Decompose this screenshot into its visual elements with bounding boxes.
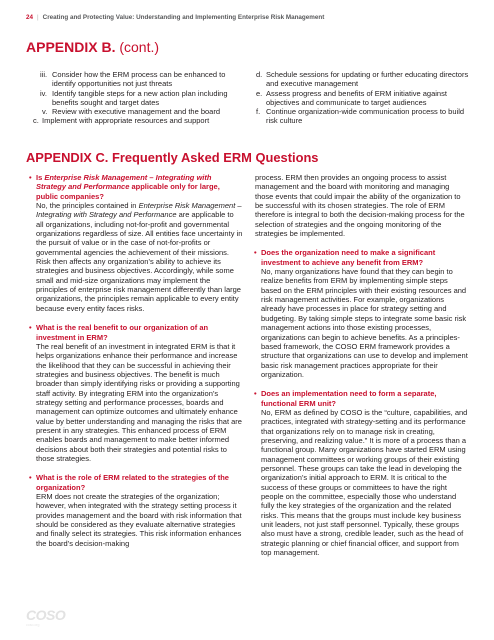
question-emphasis: Enterprise Risk Management – Integrating with Strategy and Performance bbox=[36, 173, 212, 192]
answer-text: No, the principles contained in bbox=[36, 201, 139, 211]
faq-question-5 bbox=[255, 389, 468, 408]
question-text: applicable only for large, public companies? bbox=[36, 182, 220, 201]
faq-question-3 bbox=[30, 473, 243, 492]
faq-left-column bbox=[30, 173, 243, 548]
appendix-b-left-list bbox=[33, 70, 248, 126]
faq-answer-3-part-2: process. ERM then provides an ongoing process to assist management and the board with monitoring and managing those events that could impair the ability of the organization to be successful with its chosen strategies. The role of ERM therefore is integral to both the decision-making process for the selection of strategies and the ongoing monitoring of the strategies be implemented. bbox=[255, 173, 465, 239]
list-item-text: Schedule sessions for updating or further educating directors and executive management bbox=[266, 70, 469, 89]
header-separator: | bbox=[37, 14, 39, 21]
faq-question-2 bbox=[30, 323, 243, 342]
faq-answer-5: No, ERM as defined by COSO is the “culture, capabilities, and practices, integrated with strategy-setting and its performance that organizations rely on to manage risk in creating, preserving, and realizing value.” It is more of a process than a functional group. Many organizations have started ERM using management committees or working groups of their existing personnel. These groups can take the lead in developing the organization’s initial approach to ERM. It is critical to the success of these groups or committees to have the right people on the committee, especially those who understand fully the key strategies of the organization and the related risks. This means that the groups must include key business unit leaders, not just staff personnel. Typically, these groups also must have a strong, credible leader, such as the head of strategic planning or chief financial officer, and support from top management. bbox=[261, 407, 468, 558]
list-item-text: Identify tangible steps for a new action plan including benefits sought and target dates bbox=[52, 88, 228, 107]
logo-wordmark: COSO bbox=[26, 607, 66, 623]
faq-answer-4: No, many organizations have found that they can begin to realize benefits from ERM by implementing simple steps based on the ERM principles with their existing resources and risk management activities. For example, organizations already have processes in place for strategy setting and budgeting. By taking simple steps to integrate some basic risk management actions into those existing processes, organizations can begin to achieve benefits. As a principles-based framework, the COSO ERM framework provides a structure that organizations can use to develop and implement basic risk management practices appropriate for their organization. bbox=[261, 267, 468, 379]
faq-question-4 bbox=[255, 248, 468, 267]
faq-question-1 bbox=[30, 173, 243, 201]
list-item-text: Implement with appropriate resources and support bbox=[42, 116, 210, 126]
list-marker: iv. bbox=[40, 88, 47, 98]
document-title: Creating and Protecting Value: Understanding and Implementing Enterprise Risk Management bbox=[42, 14, 325, 21]
appendix-b-right-list bbox=[256, 70, 470, 126]
appendix-c-heading: APPENDIX C. Frequently Asked ERM Questions bbox=[26, 150, 319, 165]
question-text: Does an implementation need to form a separate, functional ERM unit? bbox=[261, 389, 437, 408]
list-item-text: Continue organization-wide communication process to build risk culture bbox=[266, 107, 465, 126]
faq-right-column bbox=[255, 173, 468, 557]
question-text: Does the organization need to make a significant investment to achieve any benefit from ERM? bbox=[261, 248, 436, 267]
faq-answer-1 bbox=[36, 201, 243, 313]
list-marker: v. bbox=[42, 107, 48, 117]
bullet: • bbox=[29, 173, 32, 182]
answer-text: are applicable to all organizations, including not-for-profit and governmental organizations regardless of size. All entities face uncertainty in the pursuit of value or in the case of not-for-profits or governmental agencies the achievement of their missions. Risk then affects any organization’s ability to achieve its strategies and business objectives. Accordingly, while some small and mid-size organizations may implement the principles of enterprise risk management differently than large organizations, the principles remain applicable to every entity because every entity faces risks. bbox=[36, 210, 243, 313]
page-number: 24 bbox=[26, 14, 34, 21]
list-marker: f. bbox=[256, 107, 261, 117]
list-marker: d. bbox=[256, 70, 263, 79]
appendix-b-cont: (cont.) bbox=[119, 39, 160, 55]
list-item bbox=[33, 107, 248, 116]
appendix-b-heading bbox=[26, 39, 159, 55]
question-text: Is bbox=[36, 173, 45, 182]
list-item-text: Review with executive management and the board bbox=[52, 107, 221, 117]
list-item bbox=[256, 89, 470, 108]
list-marker: c. bbox=[33, 116, 39, 126]
bullet: • bbox=[254, 389, 257, 399]
faq-answer-2: The real benefit of an investment in integrated ERM is that it helps organizations enhance their performance and increase the likelihood that they can be successful in achieving their strategies and business objectives. The benefit is much broader than simply identifying risks or providing a supporting staff activity. By integrating ERM into the organization’s strategy setting and performance processes, boards and management can optimize outcomes and ultimately enhance value by better understanding and managing the risks that are present in any strategies. This enhanced process of ERM enables boards and management to make better informed decisions about both their strategies and potential risks to those strategies. bbox=[36, 341, 242, 463]
list-item-text: Assess progress and benefits of ERM initiative against objectives and communicate to target audiences bbox=[266, 88, 447, 107]
list-item bbox=[256, 107, 470, 126]
bullet: • bbox=[29, 473, 32, 483]
list-item bbox=[256, 70, 470, 89]
list-item bbox=[33, 116, 248, 125]
coso-logo bbox=[26, 607, 65, 625]
logo-subtitle: coso.org bbox=[26, 623, 40, 627]
list-marker: iii. bbox=[40, 70, 48, 79]
answer-emphasis: Enterprise Risk Management – Integrating with Strategy and Performance bbox=[36, 201, 242, 220]
list-item bbox=[33, 89, 248, 108]
list-item bbox=[33, 70, 248, 89]
list-item-text: Consider how the ERM process can be enhanced to identify opportunities not just threats bbox=[52, 70, 226, 89]
list-marker: e. bbox=[256, 88, 263, 98]
appendix-b-title: APPENDIX B. bbox=[26, 39, 116, 55]
faq-answer-3-part-1: ERM does not create the strategies of the organization; however, when integrated with the strategy setting process it provides management and the board with risk information that should be considered as they evaluate alternative strategies and finally select its strategies. This risk information enhances the board’s decision-making bbox=[36, 492, 242, 548]
running-header bbox=[26, 14, 324, 21]
question-text: What is the role of ERM related to the strategies of the organization? bbox=[36, 473, 229, 492]
question-text: What is the real benefit to our organization of an investment in ERM? bbox=[36, 323, 209, 342]
bullet: • bbox=[254, 248, 257, 258]
bullet: • bbox=[29, 323, 32, 333]
